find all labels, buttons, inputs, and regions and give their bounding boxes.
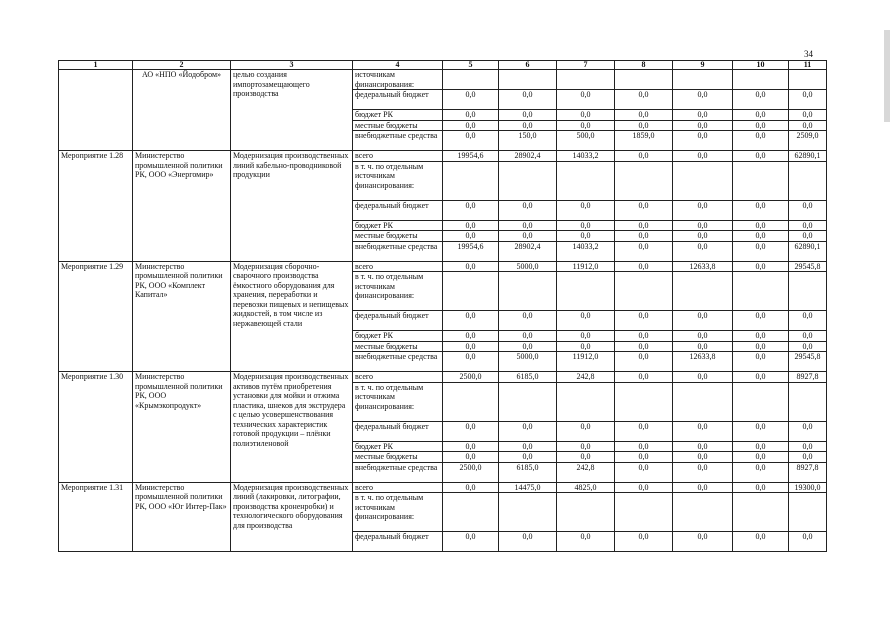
description-cell: Модернизация производственных линий (лакировки, литографии, производства кроненробки) и технологического оборудования для производства xyxy=(231,482,353,552)
value-cell: 62890,1 xyxy=(789,151,827,162)
value-cell xyxy=(615,493,673,532)
value-cell: 0,0 xyxy=(673,462,733,482)
value-cell: 0,0 xyxy=(673,331,733,342)
value-cell xyxy=(443,382,499,421)
value-cell: 8927,8 xyxy=(789,462,827,482)
value-cell: 5000,0 xyxy=(499,261,557,272)
value-cell: 6185,0 xyxy=(499,372,557,383)
value-cell: 0,0 xyxy=(499,120,557,131)
value-cell: 0,0 xyxy=(615,241,673,261)
column-header: 7 xyxy=(557,61,615,70)
value-cell: 0,0 xyxy=(789,90,827,110)
column-header: 10 xyxy=(733,61,789,70)
value-cell: 150,0 xyxy=(499,131,557,151)
value-cell xyxy=(557,382,615,421)
scan-margin-mark xyxy=(884,30,890,122)
value-cell: 0,0 xyxy=(673,421,733,441)
value-cell: 0,0 xyxy=(499,421,557,441)
value-cell: 12633,8 xyxy=(673,352,733,372)
funding-source-cell: федеральный бюджет xyxy=(353,311,443,331)
value-cell xyxy=(443,272,499,311)
funding-source-cell: бюджет РК xyxy=(353,110,443,121)
funding-source-cell: местные бюджеты xyxy=(353,120,443,131)
column-header: 4 xyxy=(353,61,443,70)
value-cell: 0,0 xyxy=(673,341,733,352)
value-cell: 0,0 xyxy=(443,120,499,131)
value-cell xyxy=(557,70,615,90)
funding-source-cell: федеральный бюджет xyxy=(353,200,443,220)
value-cell xyxy=(499,493,557,532)
value-cell: 19954,6 xyxy=(443,151,499,162)
value-cell: 242,8 xyxy=(557,372,615,383)
value-cell: 0,0 xyxy=(499,110,557,121)
value-cell: 12633,8 xyxy=(673,261,733,272)
column-header: 9 xyxy=(673,61,733,70)
value-cell: 0,0 xyxy=(789,532,827,552)
value-cell: 0,0 xyxy=(789,452,827,463)
value-cell: 0,0 xyxy=(443,110,499,121)
value-cell: 0,0 xyxy=(615,200,673,220)
value-cell: 0,0 xyxy=(733,220,789,231)
value-cell: 0,0 xyxy=(673,110,733,121)
value-cell xyxy=(443,493,499,532)
value-cell: 0,0 xyxy=(557,341,615,352)
funding-source-cell: в т. ч. по отдельным источникам финансирования: xyxy=(353,493,443,532)
value-cell: 8927,8 xyxy=(789,372,827,383)
value-cell: 0,0 xyxy=(499,331,557,342)
value-cell: 0,0 xyxy=(615,151,673,162)
value-cell: 0,0 xyxy=(615,311,673,331)
value-cell: 0,0 xyxy=(615,452,673,463)
value-cell: 0,0 xyxy=(615,441,673,452)
value-cell: 0,0 xyxy=(789,311,827,331)
value-cell: 0,0 xyxy=(733,110,789,121)
value-cell: 0,0 xyxy=(557,231,615,242)
value-cell: 0,0 xyxy=(443,220,499,231)
column-header: 11 xyxy=(789,61,827,70)
value-cell: 5000,0 xyxy=(499,352,557,372)
value-cell: 0,0 xyxy=(673,241,733,261)
value-cell: 0,0 xyxy=(557,311,615,331)
funding-source-cell: всего xyxy=(353,261,443,272)
value-cell: 0,0 xyxy=(557,120,615,131)
value-cell: 0,0 xyxy=(673,200,733,220)
value-cell: 0,0 xyxy=(673,441,733,452)
value-cell xyxy=(673,493,733,532)
value-cell: 11912,0 xyxy=(557,261,615,272)
description-cell: Модернизация сборочно- сварочного производства ёмкостного оборудования для хранения, переработки и перевозки пищевых и непищевых жидкостей, в том числе из нержавеющей стали xyxy=(231,261,353,372)
table-row xyxy=(59,372,827,383)
value-cell: 0,0 xyxy=(557,452,615,463)
value-cell: 0,0 xyxy=(733,331,789,342)
value-cell: 0,0 xyxy=(615,372,673,383)
value-cell: 0,0 xyxy=(733,421,789,441)
value-cell: 0,0 xyxy=(557,110,615,121)
value-cell: 0,0 xyxy=(789,331,827,342)
funding-source-cell: федеральный бюджет xyxy=(353,532,443,552)
value-cell: 0,0 xyxy=(615,90,673,110)
value-cell: 2500,0 xyxy=(443,372,499,383)
value-cell: 2509,0 xyxy=(789,131,827,151)
value-cell: 0,0 xyxy=(443,131,499,151)
value-cell: 0,0 xyxy=(499,341,557,352)
value-cell: 0,0 xyxy=(733,200,789,220)
table-row xyxy=(59,261,827,272)
value-cell: 0,0 xyxy=(443,200,499,220)
description-cell: Модернизация производственных линий кабельно-проводниковой продукции xyxy=(231,151,353,262)
value-cell: 0,0 xyxy=(443,482,499,493)
value-cell: 0,0 xyxy=(615,352,673,372)
page-number: 34 xyxy=(804,49,813,59)
value-cell: 2500,0 xyxy=(443,462,499,482)
value-cell: 28902,4 xyxy=(499,151,557,162)
value-cell: 0,0 xyxy=(557,331,615,342)
value-cell xyxy=(673,161,733,200)
value-cell: 14475,0 xyxy=(499,482,557,493)
value-cell xyxy=(673,70,733,90)
value-cell: 0,0 xyxy=(673,231,733,242)
value-cell xyxy=(557,161,615,200)
value-cell: 0,0 xyxy=(673,532,733,552)
value-cell: 0,0 xyxy=(673,90,733,110)
value-cell xyxy=(443,70,499,90)
funding-source-cell: всего xyxy=(353,372,443,383)
value-cell: 0,0 xyxy=(443,331,499,342)
budget-table xyxy=(58,60,827,552)
value-cell: 0,0 xyxy=(615,341,673,352)
value-cell xyxy=(789,493,827,532)
column-header: 8 xyxy=(615,61,673,70)
funding-source-cell: местные бюджеты xyxy=(353,231,443,242)
value-cell: 0,0 xyxy=(443,90,499,110)
value-cell: 0,0 xyxy=(443,311,499,331)
funding-source-cell: всего xyxy=(353,482,443,493)
value-cell: 0,0 xyxy=(443,441,499,452)
value-cell: 0,0 xyxy=(499,90,557,110)
value-cell: 0,0 xyxy=(615,462,673,482)
value-cell: 0,0 xyxy=(673,220,733,231)
column-header: 5 xyxy=(443,61,499,70)
value-cell: 500,0 xyxy=(557,131,615,151)
header-row xyxy=(59,61,827,70)
value-cell: 0,0 xyxy=(615,482,673,493)
value-cell: 0,0 xyxy=(615,331,673,342)
value-cell xyxy=(499,161,557,200)
value-cell: 0,0 xyxy=(733,462,789,482)
column-header: 3 xyxy=(231,61,353,70)
value-cell: 0,0 xyxy=(789,441,827,452)
value-cell: 0,0 xyxy=(499,311,557,331)
description-cell: целью создания импортозамещающего производства xyxy=(231,70,353,151)
value-cell: 0,0 xyxy=(733,231,789,242)
value-cell xyxy=(733,272,789,311)
value-cell: 0,0 xyxy=(499,452,557,463)
value-cell: 0,0 xyxy=(615,421,673,441)
funding-source-cell: бюджет РК xyxy=(353,441,443,452)
value-cell: 0,0 xyxy=(615,120,673,131)
value-cell: 14033,2 xyxy=(557,151,615,162)
value-cell: 0,0 xyxy=(615,231,673,242)
value-cell: 0,0 xyxy=(443,231,499,242)
value-cell: 19300,0 xyxy=(789,482,827,493)
value-cell: 0,0 xyxy=(789,200,827,220)
funding-source-cell: в т. ч. по отдельным источникам финансирования: xyxy=(353,272,443,311)
funding-source-cell: местные бюджеты xyxy=(353,452,443,463)
funding-source-cell: внебюджетные средства xyxy=(353,131,443,151)
value-cell: 0,0 xyxy=(443,341,499,352)
column-header: 1 xyxy=(59,61,133,70)
value-cell: 0,0 xyxy=(615,220,673,231)
value-cell: 0,0 xyxy=(443,452,499,463)
value-cell: 0,0 xyxy=(615,261,673,272)
value-cell xyxy=(789,272,827,311)
value-cell: 14033,2 xyxy=(557,241,615,261)
value-cell: 1859,0 xyxy=(615,131,673,151)
value-cell: 11912,0 xyxy=(557,352,615,372)
funding-source-cell: внебюджетные средства xyxy=(353,241,443,261)
measure-id-cell: Мероприятие 1.28 xyxy=(59,151,133,262)
value-cell: 0,0 xyxy=(557,200,615,220)
value-cell: 0,0 xyxy=(499,441,557,452)
value-cell: 0,0 xyxy=(499,200,557,220)
value-cell: 0,0 xyxy=(673,120,733,131)
value-cell: 0,0 xyxy=(733,482,789,493)
value-cell: 0,0 xyxy=(789,341,827,352)
value-cell: 0,0 xyxy=(789,231,827,242)
value-cell: 29545,8 xyxy=(789,261,827,272)
executor-cell: Министерство промышленной политики РК, ООО «Юг Интер-Пак» xyxy=(133,482,231,552)
table-row xyxy=(59,70,827,90)
value-cell: 0,0 xyxy=(443,421,499,441)
value-cell: 0,0 xyxy=(557,220,615,231)
value-cell xyxy=(443,161,499,200)
value-cell: 0,0 xyxy=(733,261,789,272)
value-cell xyxy=(733,70,789,90)
value-cell: 0,0 xyxy=(733,120,789,131)
value-cell: 0,0 xyxy=(733,372,789,383)
value-cell xyxy=(789,70,827,90)
value-cell: 0,0 xyxy=(557,532,615,552)
value-cell: 0,0 xyxy=(557,441,615,452)
executor-cell: АО «НПО «Йодобром» xyxy=(133,70,231,151)
value-cell: 0,0 xyxy=(557,421,615,441)
funding-source-cell: бюджет РК xyxy=(353,331,443,342)
value-cell xyxy=(615,272,673,311)
value-cell: 0,0 xyxy=(443,532,499,552)
measure-id-cell: Мероприятие 1.29 xyxy=(59,261,133,372)
value-cell: 0,0 xyxy=(615,532,673,552)
value-cell: 0,0 xyxy=(733,311,789,331)
value-cell: 0,0 xyxy=(733,241,789,261)
measure-id-cell: Мероприятие 1.30 xyxy=(59,372,133,483)
value-cell: 0,0 xyxy=(673,452,733,463)
value-cell xyxy=(499,272,557,311)
executor-cell: Министерство промышленной политики РК, ООО «Комплект Капитал» xyxy=(133,261,231,372)
value-cell: 19954,6 xyxy=(443,241,499,261)
funding-source-cell: местные бюджеты xyxy=(353,341,443,352)
value-cell: 0,0 xyxy=(789,220,827,231)
value-cell xyxy=(615,161,673,200)
value-cell: 0,0 xyxy=(673,482,733,493)
funding-source-cell: в т. ч. по отдельным источникам финансирования: xyxy=(353,161,443,200)
measure-id-cell xyxy=(59,70,133,151)
funding-source-cell: внебюджетные средства xyxy=(353,462,443,482)
value-cell: 0,0 xyxy=(733,452,789,463)
value-cell: 0,0 xyxy=(789,120,827,131)
measure-id-cell: Мероприятие 1.31 xyxy=(59,482,133,552)
value-cell: 62890,1 xyxy=(789,241,827,261)
value-cell xyxy=(789,382,827,421)
value-cell: 0,0 xyxy=(673,151,733,162)
value-cell: 0,0 xyxy=(733,532,789,552)
value-cell xyxy=(499,70,557,90)
value-cell: 0,0 xyxy=(673,372,733,383)
value-cell xyxy=(673,382,733,421)
value-cell: 0,0 xyxy=(615,110,673,121)
value-cell xyxy=(615,70,673,90)
value-cell: 6185,0 xyxy=(499,462,557,482)
value-cell: 4825,0 xyxy=(557,482,615,493)
value-cell: 242,8 xyxy=(557,462,615,482)
value-cell: 0,0 xyxy=(443,261,499,272)
column-header: 6 xyxy=(499,61,557,70)
value-cell: 29545,8 xyxy=(789,352,827,372)
funding-source-cell: всего xyxy=(353,151,443,162)
funding-source-cell: внебюджетные средства xyxy=(353,352,443,372)
table-row xyxy=(59,482,827,493)
value-cell: 0,0 xyxy=(673,311,733,331)
funding-source-cell: источникам финансирования: xyxy=(353,70,443,90)
value-cell: 0,0 xyxy=(733,90,789,110)
description-cell: Модернизация производственных активов путём приобретения установки для мойки и отжима пластика, шнеков для экструдера с целью усовершенствования технических характеристик готовой продукции – плёнки полиэтиленовой xyxy=(231,372,353,483)
value-cell: 0,0 xyxy=(443,352,499,372)
funding-source-cell: в т. ч. по отдельным источникам финансирования: xyxy=(353,382,443,421)
executor-cell: Министерство промышленной политики РК, ООО «Крымэкопродукт» xyxy=(133,372,231,483)
value-cell xyxy=(673,272,733,311)
value-cell xyxy=(789,161,827,200)
value-cell: 0,0 xyxy=(557,90,615,110)
value-cell: 0,0 xyxy=(499,532,557,552)
value-cell xyxy=(615,382,673,421)
value-cell xyxy=(499,382,557,421)
funding-source-cell: федеральный бюджет xyxy=(353,421,443,441)
value-cell: 0,0 xyxy=(499,231,557,242)
value-cell: 0,0 xyxy=(673,131,733,151)
value-cell: 28902,4 xyxy=(499,241,557,261)
executor-cell: Министерство промышленной политики РК, ООО «Энергомир» xyxy=(133,151,231,262)
value-cell: 0,0 xyxy=(733,341,789,352)
value-cell: 0,0 xyxy=(733,131,789,151)
value-cell xyxy=(557,493,615,532)
value-cell: 0,0 xyxy=(499,220,557,231)
value-cell xyxy=(557,272,615,311)
value-cell xyxy=(733,161,789,200)
value-cell xyxy=(733,493,789,532)
column-header: 2 xyxy=(133,61,231,70)
funding-source-cell: федеральный бюджет xyxy=(353,90,443,110)
funding-source-cell: бюджет РК xyxy=(353,220,443,231)
value-cell: 0,0 xyxy=(789,421,827,441)
table-row xyxy=(59,151,827,162)
value-cell: 0,0 xyxy=(733,441,789,452)
value-cell: 0,0 xyxy=(789,110,827,121)
value-cell: 0,0 xyxy=(733,352,789,372)
value-cell: 0,0 xyxy=(733,151,789,162)
value-cell xyxy=(733,382,789,421)
